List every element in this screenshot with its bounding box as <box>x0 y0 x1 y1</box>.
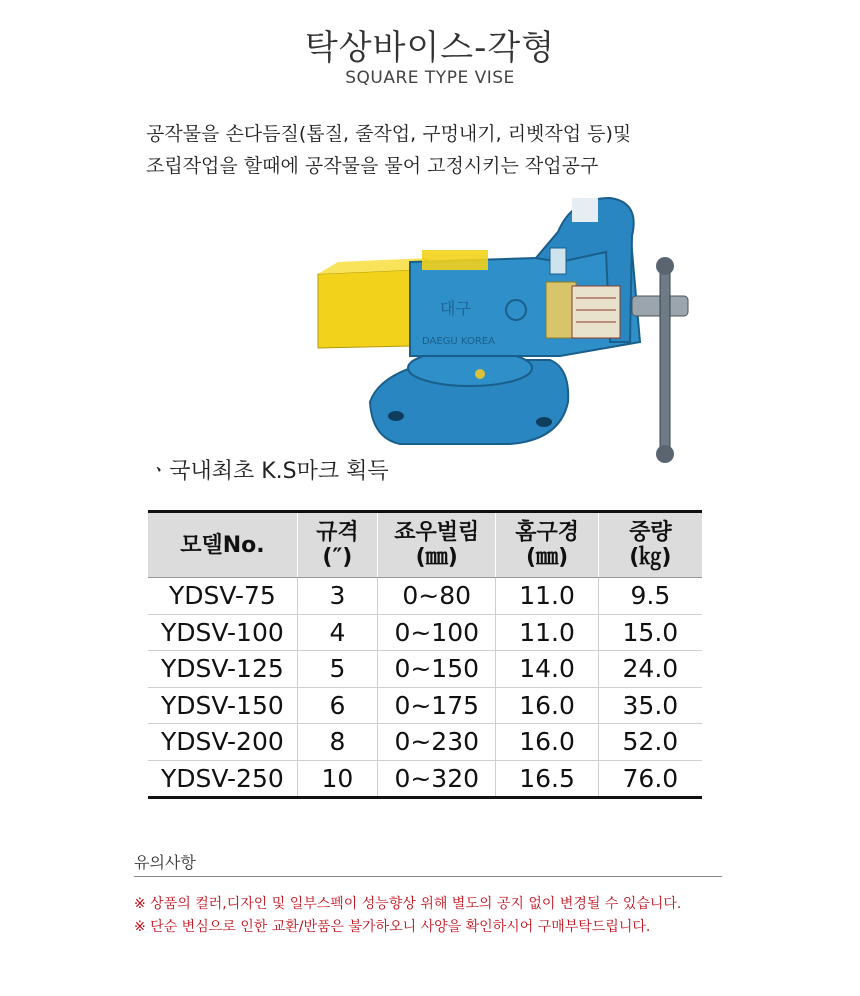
header-model: 모델No. <box>148 512 297 578</box>
header-jaw-opening: 죠우벌림 (㎜) <box>378 512 496 578</box>
table-row <box>148 724 702 761</box>
vise-base-hole <box>536 417 552 427</box>
vise-handle-knob <box>656 445 674 463</box>
vise-body-text: DAEGU KOREA <box>422 336 495 347</box>
vise-base-hole <box>388 411 404 421</box>
cell-model: YDSV-75 <box>148 578 297 615</box>
vise-handle <box>660 266 670 452</box>
cell-size: 5 <box>297 651 377 688</box>
bench-vise-image <box>310 192 710 472</box>
cell-jaw-opening: 0~100 <box>378 614 496 651</box>
vise-base-bolt <box>475 369 485 379</box>
note-item: ※ 상품의 컬러,디자인 및 일부스펙이 성능향상 위해 별도의 공지 없이 변경될 수 있습니다. <box>134 896 682 912</box>
cell-groove: 16.0 <box>496 724 598 761</box>
spec-table-header-row <box>148 512 702 578</box>
header-weight: 중량 (㎏) <box>598 512 702 578</box>
cell-groove: 14.0 <box>496 651 598 688</box>
cell-weight: 15.0 <box>598 614 702 651</box>
spec-table <box>148 510 702 799</box>
table-row <box>148 614 702 651</box>
vise-plate <box>422 250 488 270</box>
cell-weight: 24.0 <box>598 651 702 688</box>
cell-model: YDSV-100 <box>148 614 297 651</box>
table-row <box>148 651 702 688</box>
cell-jaw-opening: 0~150 <box>378 651 496 688</box>
table-row <box>148 760 702 798</box>
cell-weight: 76.0 <box>598 760 702 798</box>
cell-groove: 11.0 <box>496 614 598 651</box>
table-row <box>148 687 702 724</box>
notes-divider <box>134 876 722 877</box>
vise-jaw-front <box>318 270 412 348</box>
vise-handle-knob <box>656 257 674 275</box>
cell-weight: 35.0 <box>598 687 702 724</box>
cell-size: 4 <box>297 614 377 651</box>
notes-title: 유의사항 <box>134 853 196 872</box>
description-line: 조립작업을 할때에 공작물을 물어 고정시키는 작업공구 <box>146 155 599 177</box>
cell-model: YDSV-250 <box>161 763 284 793</box>
page-subtitle: SQUARE TYPE VISE <box>345 68 515 88</box>
cell-size: 6 <box>297 687 377 724</box>
cell-size: 10 <box>297 760 377 798</box>
vise-brand-text: 대구 <box>440 299 471 318</box>
cell-groove: 11.0 <box>496 578 598 615</box>
cell-model: YDSV-150 <box>148 687 297 724</box>
vise-screw-guard <box>550 248 566 274</box>
cell-jaw-opening: 0~175 <box>378 687 496 724</box>
cell-model: YDSV-200 <box>148 724 297 761</box>
feature-text: ㆍ국내최초 K.S마크 획득 <box>148 459 389 484</box>
cell-size: 3 <box>297 578 377 615</box>
vise-anvil <box>572 198 598 222</box>
table-row <box>148 578 702 615</box>
page-title: 탁상바이스-각형 <box>304 28 556 68</box>
cell-jaw-opening: 0~230 <box>378 724 496 761</box>
note-item: ※ 단순 변심으로 인한 교환/반품은 불가하오니 사양을 확인하시어 구매부탁드립니다. <box>134 919 651 935</box>
cell-groove: 16.5 <box>496 760 598 798</box>
cell-size: 8 <box>297 724 377 761</box>
product-description <box>146 118 631 182</box>
vise-spec-plate <box>572 286 620 338</box>
cell-groove: 16.0 <box>496 687 598 724</box>
description-line: 공작물을 손다듬질(톱질, 줄작업, 구멍내기, 리벳작업 등)및 <box>146 123 632 145</box>
cell-weight: 9.5 <box>598 578 702 615</box>
cell-weight: 52.0 <box>598 724 702 761</box>
header-size: 규격 (″) <box>297 512 377 578</box>
cell-jaw-opening: 0~80 <box>378 578 496 615</box>
cell-model: YDSV-125 <box>148 651 297 688</box>
cell-jaw-opening: 0~320 <box>378 760 496 798</box>
header-groove: 홈구경 (㎜) <box>496 512 598 578</box>
